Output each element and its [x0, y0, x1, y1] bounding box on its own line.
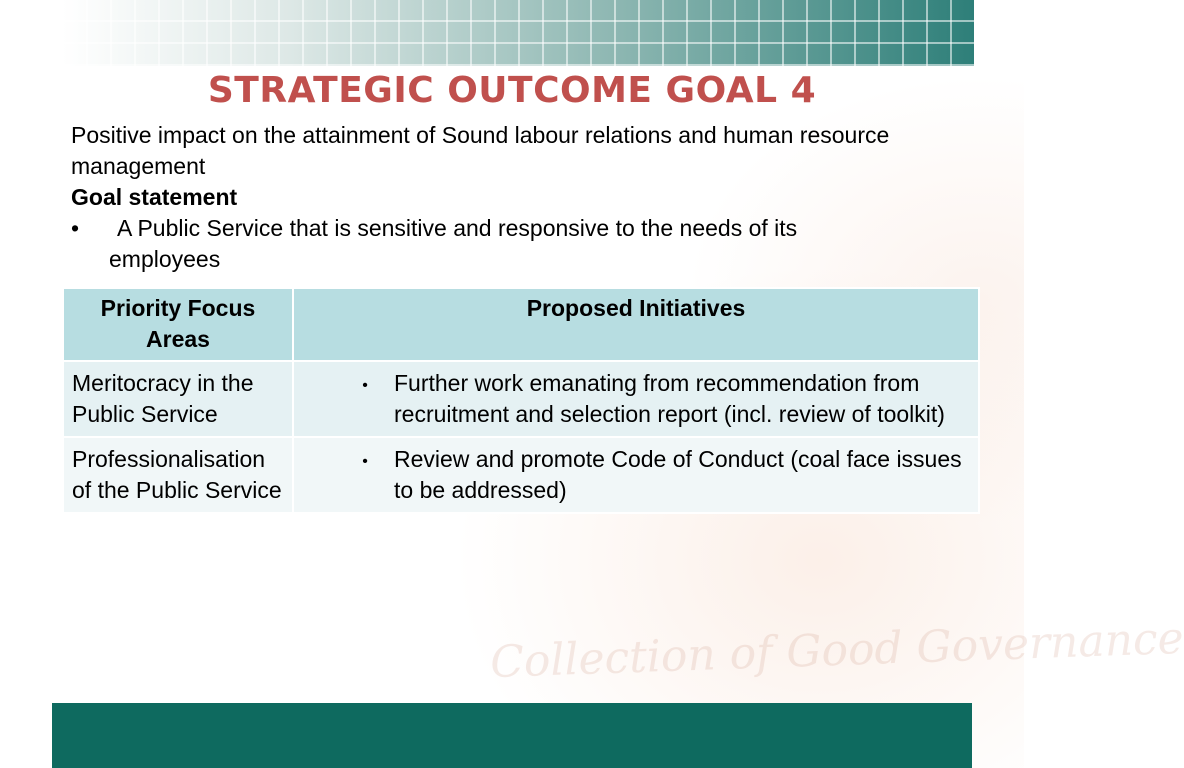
- goal-statement-text: [109, 213, 797, 275]
- bullet-icon: •: [71, 215, 80, 241]
- intro-block: [71, 120, 931, 275]
- table-row: [63, 437, 979, 513]
- bottom-decorative-band: [52, 703, 972, 768]
- header-proposed-initiatives: Proposed Initiatives: [293, 288, 979, 361]
- goal-statement-heading: Goal statement: [71, 184, 238, 210]
- goal-text-line-2: employees: [109, 246, 221, 272]
- goal-text-line-1: A Public Service that is sensitive and responsive to the needs of its: [117, 215, 798, 241]
- watermark-text: Collection of Good Governance: [489, 612, 1184, 689]
- top-decorative-band: [62, 0, 974, 66]
- header-priority-focus-areas: Priority Focus Areas: [63, 288, 293, 361]
- focus-area-cell: Professionalisation of the Public Service: [63, 437, 293, 513]
- focus-area-cell: Meritocracy in the Public Service: [63, 361, 293, 437]
- bullet-icon: •: [362, 453, 368, 470]
- initiative-cell: [293, 437, 979, 513]
- outcome-statement: Positive impact on the attainment of Sound labour relations and human resource management: [71, 122, 890, 179]
- table-row: [63, 361, 979, 437]
- goal-bullet-item: [71, 213, 931, 275]
- table-header-row: [63, 288, 979, 361]
- initiative-text: Further work emanating from recommendation from recruitment and selection report (incl. review of toolkit): [394, 370, 945, 427]
- initiative-cell: [293, 361, 979, 437]
- priority-initiatives-table: [62, 287, 980, 514]
- initiative-text: Review and promote Code of Conduct (coal face issues to be addressed): [394, 446, 962, 503]
- bullet-icon: •: [362, 377, 368, 394]
- top-band-grid: [62, 0, 974, 66]
- slide-title: STRATEGIC OUTCOME GOAL 4: [207, 70, 817, 111]
